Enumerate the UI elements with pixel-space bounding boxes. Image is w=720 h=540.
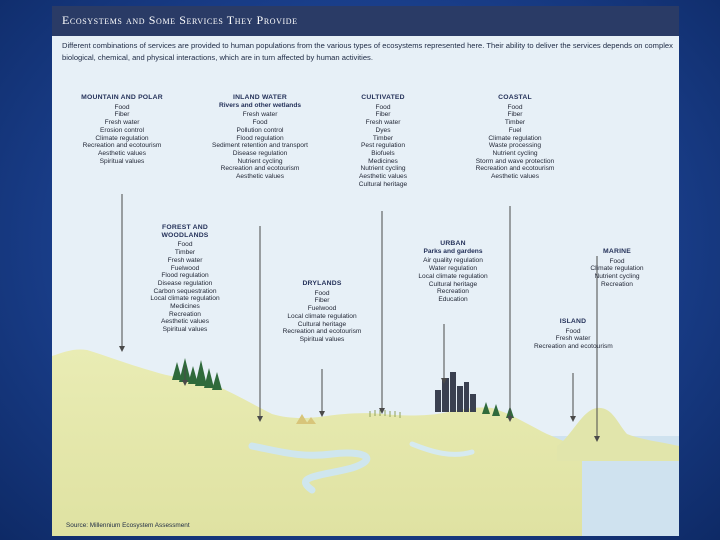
- service-item: Food: [375, 103, 391, 111]
- service-item: Fresh water: [555, 335, 591, 343]
- region-title: COASTAL: [498, 94, 532, 101]
- service-item: Nutrient cycling: [237, 157, 283, 165]
- service-item: Aesthetic values: [358, 173, 407, 181]
- service-list: [142, 241, 228, 333]
- service-item: Timber: [504, 119, 526, 127]
- service-item: Fresh water: [167, 256, 203, 264]
- region-urban: [398, 240, 508, 304]
- service-item: Carbon sequestration: [153, 287, 217, 295]
- service-item: Recreation and ecotourism: [282, 328, 362, 336]
- service-item: Timber: [372, 134, 394, 142]
- service-list: [328, 104, 438, 189]
- service-list: [534, 328, 612, 351]
- service-item: Aesthetic values: [235, 173, 284, 181]
- region-title: CULTIVATED: [361, 94, 405, 101]
- service-item: Recreation: [601, 280, 633, 288]
- service-item: Pollution control: [236, 126, 284, 134]
- service-list: [460, 104, 570, 181]
- region-forest-woodlands: [142, 224, 228, 334]
- service-list: [572, 258, 662, 289]
- service-item: Local climate regulation: [287, 312, 357, 320]
- service-item: Nutrient cycling: [360, 165, 406, 173]
- service-item: Aesthetic values: [97, 149, 146, 157]
- region-marine: [572, 248, 662, 289]
- service-item: Waste processing: [488, 142, 542, 150]
- service-item: Flood regulation: [161, 272, 209, 280]
- figure-panel: [52, 6, 679, 536]
- region-title: FOREST AND WOODLANDS: [161, 224, 209, 239]
- region-title: DRYLANDS: [302, 280, 342, 287]
- region-coastal: [460, 94, 570, 181]
- service-item: Recreation: [437, 288, 469, 296]
- service-item: Cultural heritage: [297, 320, 347, 328]
- service-item: Food: [252, 119, 268, 127]
- service-item: Food: [314, 289, 330, 297]
- service-item: Fuelwood: [170, 264, 200, 272]
- region-subtitle: Rivers and other wetlands: [218, 101, 302, 109]
- service-item: Erosion control: [100, 126, 144, 134]
- service-item: Aesthetic values: [490, 173, 539, 181]
- service-item: Recreation and ecotourism: [220, 165, 300, 173]
- service-list: [62, 104, 182, 166]
- intro-text: Different combinations of services are provided to human populations from the various types of ecosystems represented here. Their ability to deliver the services depends on complex biological, chemical, and physical interactions, which are in turn affected by human activities.: [62, 41, 673, 62]
- service-item: Climate regulation: [590, 265, 644, 273]
- service-item: Water regulation: [428, 265, 478, 273]
- region-title: URBAN: [440, 240, 466, 247]
- service-item: Fuel: [508, 126, 522, 134]
- service-item: Storm and wave protection: [475, 157, 555, 165]
- service-item: Recreation: [169, 310, 201, 318]
- service-item: Medicines: [170, 303, 200, 311]
- figure-title: Ecosystems and Some Services They Provide: [62, 13, 298, 27]
- service-item: Local climate regulation: [418, 272, 488, 280]
- region-drylands: [272, 280, 372, 344]
- service-item: Timber: [174, 249, 196, 257]
- service-item: Fuelwood: [307, 305, 337, 313]
- region-title: MOUNTAIN AND POLAR: [81, 94, 163, 101]
- service-item: Food: [565, 327, 581, 335]
- service-list: [272, 290, 372, 344]
- service-item: Food: [507, 103, 523, 111]
- service-item: Aesthetic values: [160, 318, 209, 326]
- service-item: Air quality regulation: [423, 257, 483, 265]
- region-subtitle: Parks and gardens: [423, 247, 483, 255]
- service-item: Medicines: [368, 157, 398, 165]
- service-item: Climate regulation: [488, 134, 542, 142]
- region-cultivated: [328, 94, 438, 188]
- service-item: Climate regulation: [95, 134, 149, 142]
- service-item: Dyes: [375, 126, 391, 134]
- region-island: [534, 318, 612, 351]
- service-item: Sediment retention and transport: [211, 142, 309, 150]
- service-item: Cultural heritage: [428, 280, 478, 288]
- service-item: Spiritual values: [162, 326, 208, 334]
- service-item: Spiritual values: [299, 335, 345, 343]
- service-item: Food: [177, 241, 193, 249]
- service-item: Fresh water: [104, 119, 140, 127]
- service-item: Recreation and ecotourism: [475, 165, 555, 173]
- region-mountain-polar: [62, 94, 182, 165]
- land: [52, 349, 582, 536]
- title-bar: [52, 6, 679, 36]
- service-item: Fiber: [314, 297, 330, 305]
- service-item: Spiritual values: [99, 157, 145, 165]
- region-title: INLAND WATER: [232, 94, 287, 101]
- region-inland-water: [200, 94, 320, 181]
- service-item: Cultural heritage: [358, 180, 408, 188]
- island-land: [557, 408, 679, 461]
- service-item: Pest regulation: [361, 142, 405, 150]
- service-item: Education: [438, 295, 468, 303]
- service-item: Fiber: [375, 111, 391, 119]
- region-title: ISLAND: [559, 318, 587, 325]
- service-item: Nutrient cycling: [492, 149, 538, 157]
- source-note: Source: Millennium Ecosystem Assessment: [66, 522, 190, 529]
- service-item: Fiber: [114, 111, 130, 119]
- service-item: Food: [609, 257, 625, 265]
- service-item: Biofuels: [371, 149, 395, 157]
- service-item: Fresh water: [365, 119, 401, 127]
- service-item: Recreation and ecotourism: [82, 142, 162, 150]
- service-item: Disease regulation: [232, 149, 288, 157]
- service-item: Nutrient cycling: [594, 273, 640, 281]
- service-item: Local climate regulation: [150, 295, 220, 303]
- service-item: Fiber: [507, 111, 523, 119]
- service-item: Food: [114, 103, 130, 111]
- service-item: Recreation and ecotourism: [534, 343, 613, 351]
- service-item: Disease regulation: [157, 279, 213, 287]
- service-item: Flood regulation: [236, 134, 284, 142]
- service-list: [398, 257, 508, 303]
- service-item: Fresh water: [242, 111, 278, 119]
- service-list: [200, 111, 320, 180]
- region-title: MARINE: [602, 248, 631, 255]
